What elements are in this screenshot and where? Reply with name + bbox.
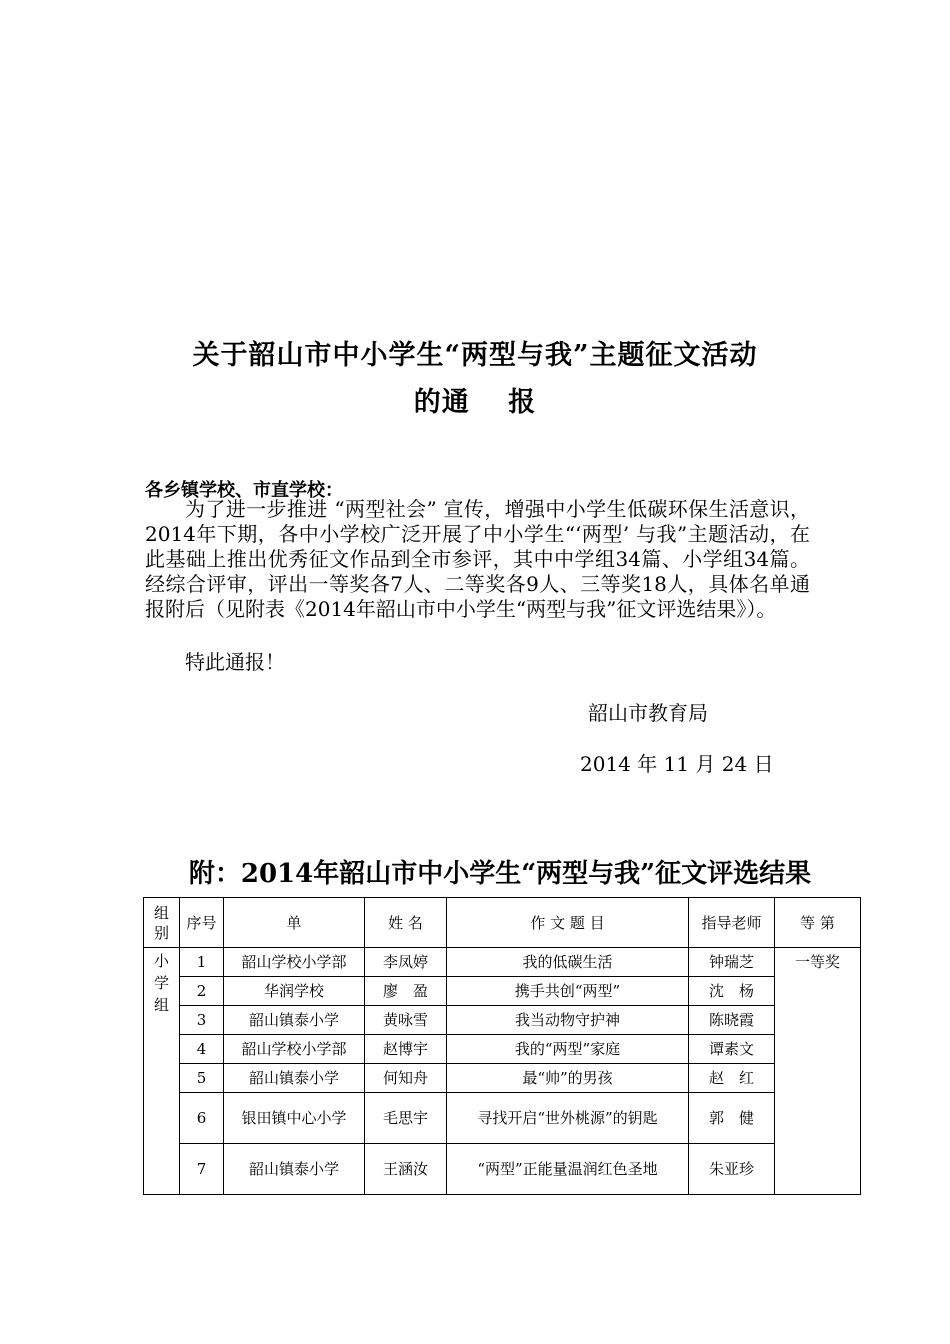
group-cell: 小学组 bbox=[144, 948, 180, 1195]
table-row bbox=[144, 1144, 861, 1195]
header-rank: 等 第 bbox=[775, 898, 861, 948]
table-row bbox=[144, 948, 861, 977]
work-cell: “两型”正能量温润红色圣地 bbox=[447, 1144, 689, 1195]
work-cell: 寻找开启“世外桃源”的钥匙 bbox=[447, 1093, 689, 1144]
seq-cell: 5 bbox=[180, 1064, 224, 1093]
salutation: 各乡镇学校、市直学校： bbox=[145, 480, 343, 501]
header-seq: 序号 bbox=[180, 898, 224, 948]
unit-cell: 韶山镇泰小学 bbox=[224, 1144, 365, 1195]
name-cell: 王涵汝 bbox=[365, 1144, 447, 1195]
work-cell: 我的低碳生活 bbox=[447, 948, 689, 977]
name-cell: 廖 盈 bbox=[365, 977, 447, 1006]
work-cell: 我当动物守护神 bbox=[447, 1006, 689, 1035]
closing-line: 特此通报！ bbox=[185, 650, 285, 674]
seq-cell: 2 bbox=[180, 977, 224, 1006]
teacher-cell: 郭 健 bbox=[689, 1093, 775, 1144]
work-cell: 携手共创“两型” bbox=[447, 977, 689, 1006]
seq-cell: 3 bbox=[180, 1006, 224, 1035]
unit-cell: 韶山学校小学部 bbox=[224, 948, 365, 977]
name-cell: 李凤婷 bbox=[365, 948, 447, 977]
table-row bbox=[144, 1064, 861, 1093]
work-cell: 最“帅”的男孩 bbox=[447, 1064, 689, 1093]
body-paragraph: 为了进一步推进 “两型社会” 宣传，增强中小学生低碳环保生活意识，2014年下期，各中小学校广泛开展了中小学生“‘两型’ 与我”主题活动，在此基础上推出优秀征文作品到全市参评，其中中学组34篇、小学组34篇。经综合评审，评出一等奖各7人、二等奖各9人、三等奖18人，具体名单通报附后（见附表《2014年韶山市中小学生“两型与我”征文评选结果》）。 bbox=[145, 497, 810, 621]
header-unit: 单 bbox=[224, 898, 365, 948]
header-group: 组别 bbox=[144, 898, 180, 948]
unit-cell: 韶山镇泰小学 bbox=[224, 1064, 365, 1093]
teacher-cell: 钟瑞芝 bbox=[689, 948, 775, 977]
work-cell: 我的“两型”家庭 bbox=[447, 1035, 689, 1064]
teacher-cell: 陈晓霞 bbox=[689, 1006, 775, 1035]
document-title-line2: 的通 报 bbox=[413, 387, 537, 418]
name-cell: 毛思宇 bbox=[365, 1093, 447, 1144]
unit-cell: 韶山学校小学部 bbox=[224, 1035, 365, 1064]
teacher-cell: 赵 红 bbox=[689, 1064, 775, 1093]
teacher-cell: 谭素文 bbox=[689, 1035, 775, 1064]
teacher-cell: 沈 杨 bbox=[689, 977, 775, 1006]
results-table bbox=[143, 897, 861, 1195]
table-header-row bbox=[144, 898, 861, 948]
signer: 韶山市教育局 bbox=[588, 701, 708, 725]
unit-cell: 银田镇中心小学 bbox=[224, 1093, 365, 1144]
seq-cell: 1 bbox=[180, 948, 224, 977]
seq-cell: 7 bbox=[180, 1144, 224, 1195]
table-row bbox=[144, 1006, 861, 1035]
header-work: 作 文 题 目 bbox=[447, 898, 689, 948]
annex-title: 附：2014年韶山市中小学生“两型与我”征文评选结果 bbox=[188, 859, 812, 889]
unit-cell: 韶山镇泰小学 bbox=[224, 1006, 365, 1035]
seq-cell: 6 bbox=[180, 1093, 224, 1144]
header-name: 姓 名 bbox=[365, 898, 447, 948]
table-row bbox=[144, 1035, 861, 1064]
issue-date: 2014 年 11 月 24 日 bbox=[580, 752, 774, 776]
name-cell: 黄咏雪 bbox=[365, 1006, 447, 1035]
header-teacher: 指导老师 bbox=[689, 898, 775, 948]
table-row bbox=[144, 977, 861, 1006]
unit-cell: 华润学校 bbox=[224, 977, 365, 1006]
award-cell: 一等奖 bbox=[775, 948, 861, 1195]
name-cell: 何知舟 bbox=[365, 1064, 447, 1093]
document-title-line1: 关于韶山市中小学生“两型与我”主题征文活动 bbox=[192, 340, 758, 371]
teacher-cell: 朱亚珍 bbox=[689, 1144, 775, 1195]
name-cell: 赵博宇 bbox=[365, 1035, 447, 1064]
table-row bbox=[144, 1093, 861, 1144]
seq-cell: 4 bbox=[180, 1035, 224, 1064]
